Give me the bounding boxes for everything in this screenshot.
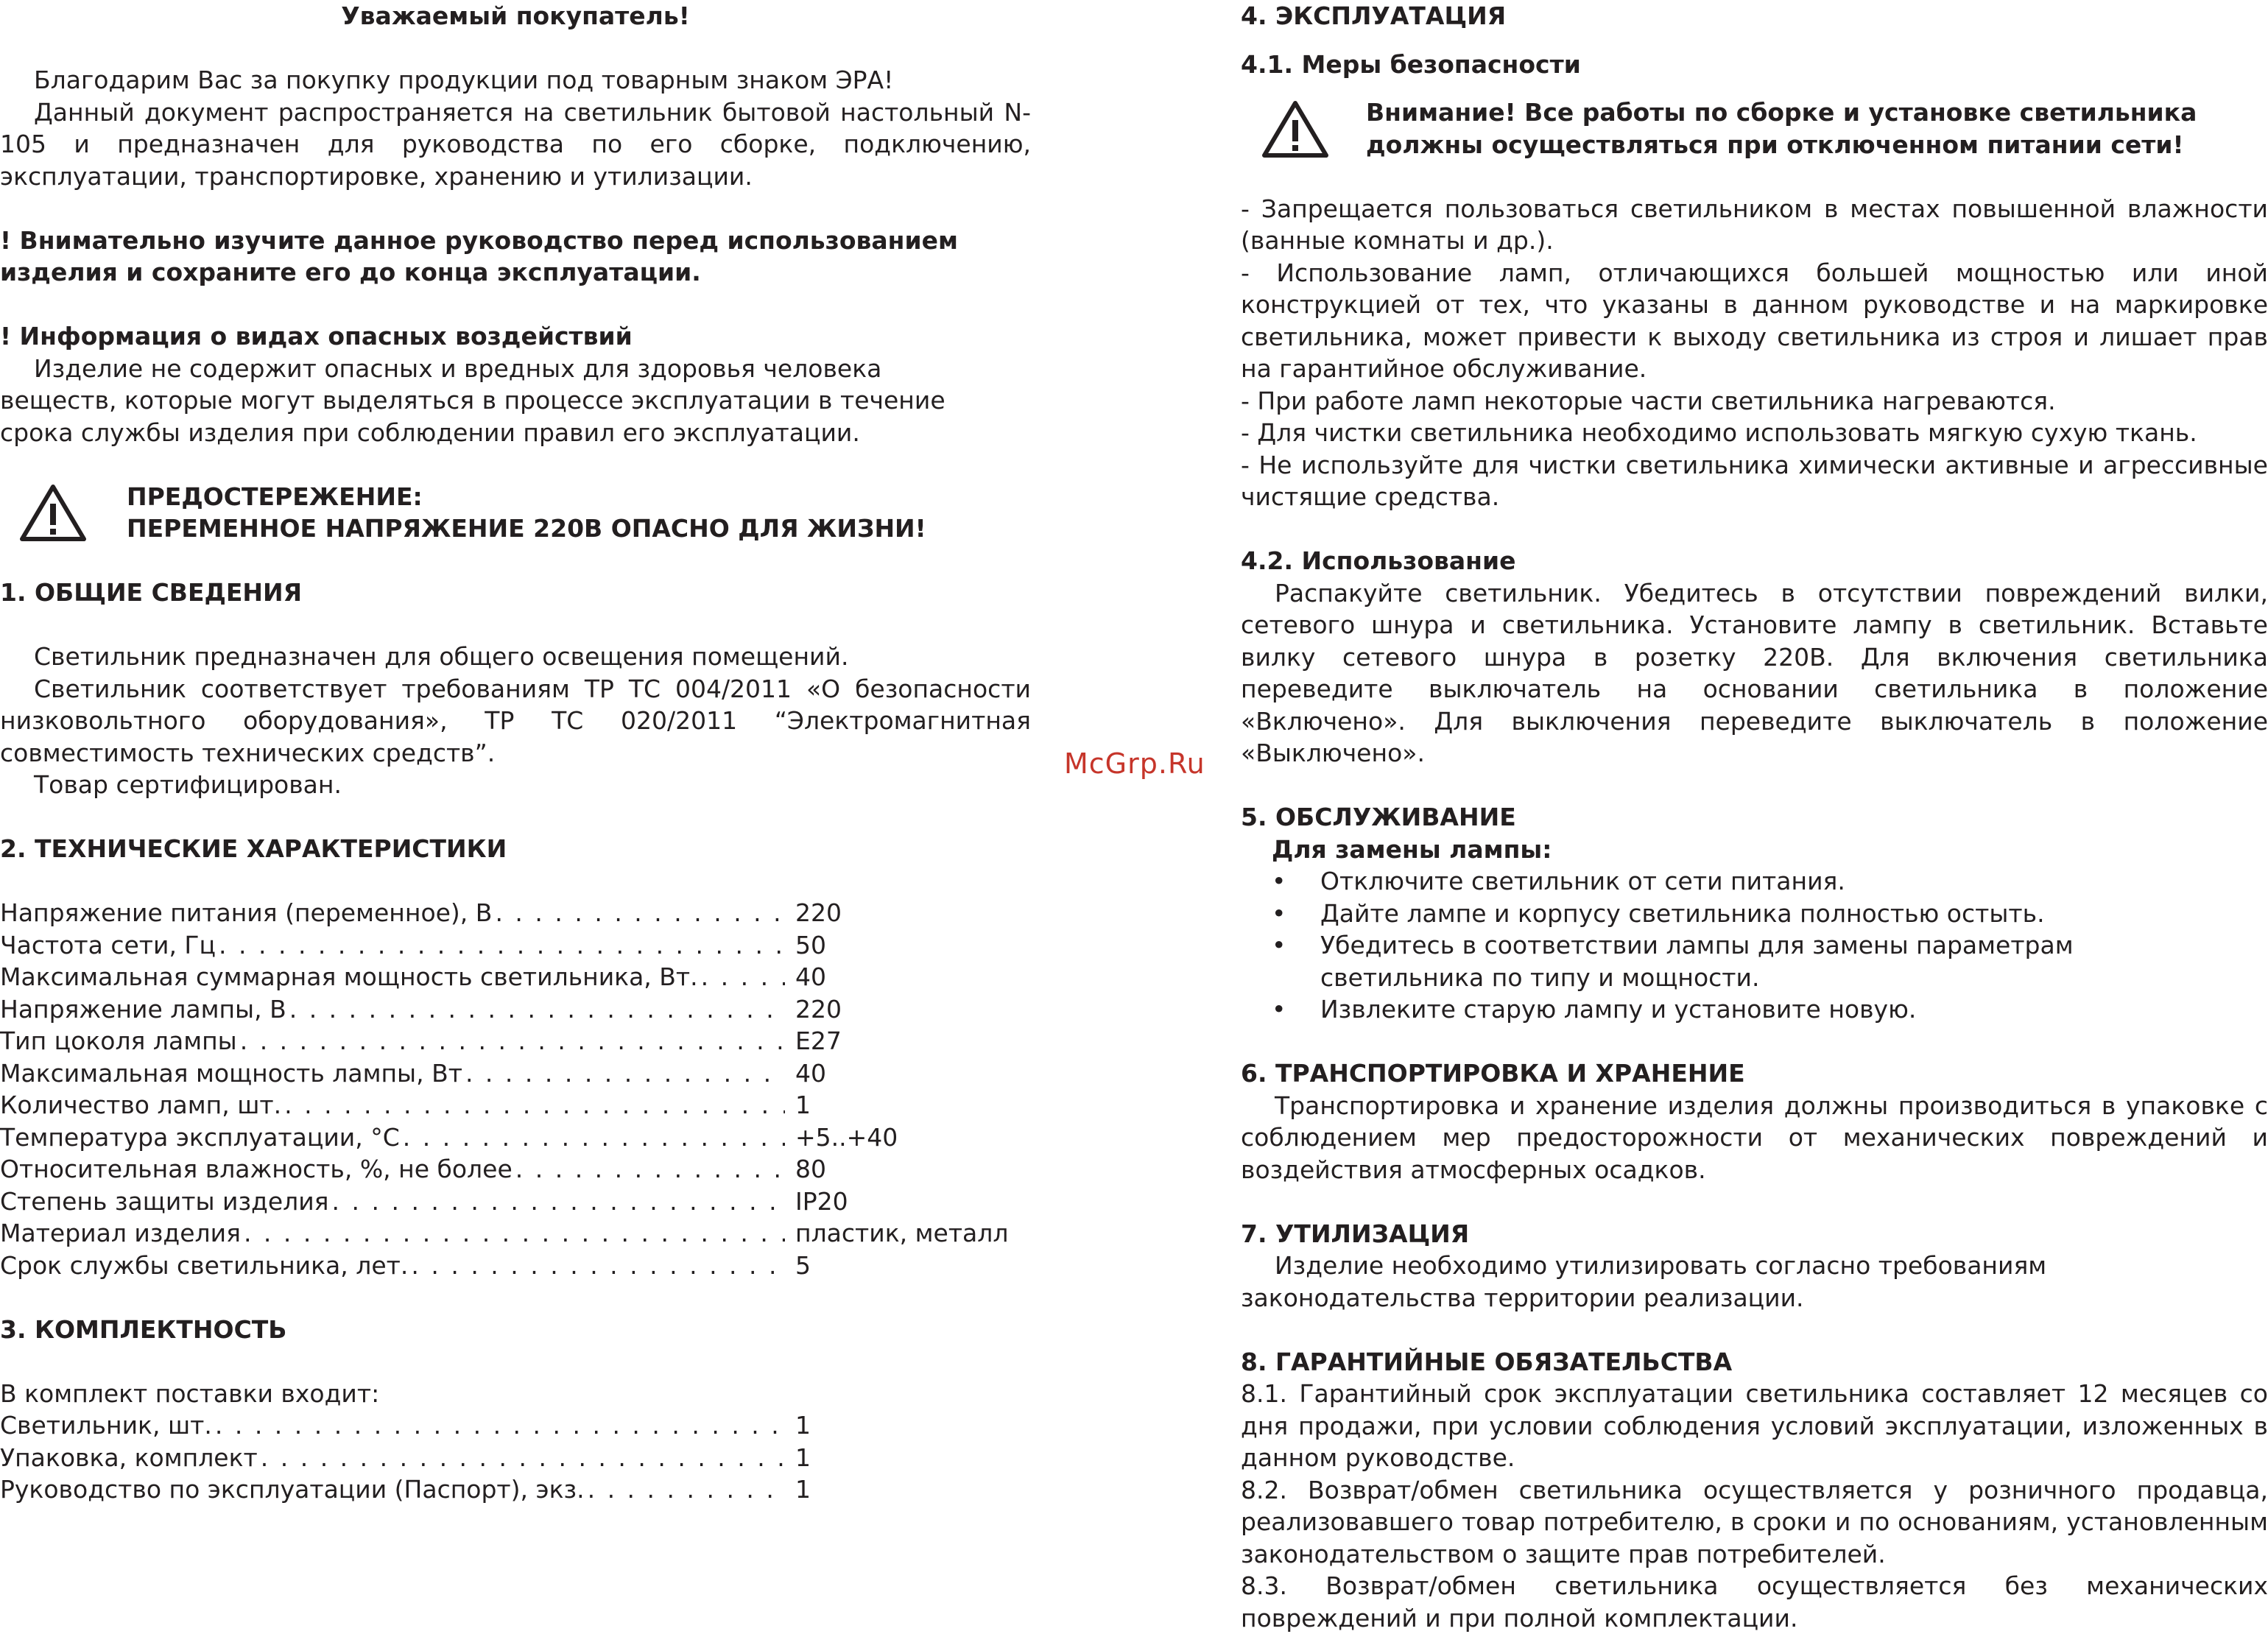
safety-item: - При работе ламп некоторые части светильника нагреваются.	[1241, 386, 2056, 415]
kit-row: Руководство по эксплуатации (Паспорт), экз. . . . 1	[0, 1473, 1001, 1506]
kit-row: Светильник, шт. . . . 1	[0, 1409, 1001, 1442]
section-title: 4. ЭКСПЛУАТАЦИЯ	[1241, 1, 1507, 30]
spec-row: Максимальная мощность лампы, Вт . . . 40	[0, 1057, 1001, 1090]
section-text: Транспортировка и хранение изделия должны производиться в упаковке с соблюдением мер предосторожности от механических повреждений и воздействия атмосферных осадков.	[1241, 1091, 2268, 1184]
section-text: Светильник соответствует требованиям ТР ТС 004/2011 «О безопасности низковольтного оборудования», ТР ТС 020/2011 “Электромагнитная совместимость технических средств”.	[0, 674, 1031, 767]
section-text: Светильник предназначен для общего освещения помещений.	[34, 642, 849, 671]
spec-row: Частота сети, Гц . . . 50	[0, 929, 1001, 962]
spec-row: Напряжение питания (переменное), В . . . 220	[0, 897, 1001, 929]
spec-row: Напряжение лампы, В . . . 220	[0, 993, 1001, 1026]
warranty-item: 8.2. Возврат/обмен светильника осуществляется у розничного продавца, реализовавшего товар потребителю, в сроки и по основаниям, установленным законодательством о защите прав потребителей.	[1241, 1475, 2268, 1568]
safety-item: - Не используйте для чистки светильника химически активные и агрессивные чистящие средства.	[1241, 450, 2268, 511]
warning-line: ПЕРЕМЕННОЕ НАПРЯЖЕНИЕ 220В ОПАСНО ДЛЯ ЖИЗНИ!	[127, 514, 926, 543]
warranty-item: 8.1. Гарантийный срок эксплуатации светильника составляет 12 месяцев со дня продажи, при условии соблюдения условий эксплуатации, изложенных в данном руководстве.	[1241, 1379, 2268, 1472]
kit-list	[0, 1409, 1001, 1506]
greeting: Уважаемый покупатель!	[341, 1, 690, 30]
section-text: Распакуйте светильник. Убедитесь в отсутствии повреждений вилки, сетевого шнура и светильника. Установите лампу в светильник. Вставьте вилку сетевого шнура в розетку 220В. Для включения светильника переведите выключатель на основании светильника в положение «Включено». Для выключения переведите выключатель в положение «Выключено».	[1241, 578, 2268, 767]
watermark: McGrp.Ru	[1064, 747, 1205, 780]
spec-row: Материал изделия . . . пластик, металл	[0, 1217, 1001, 1250]
notice-bold: ! Внимательно изучите данное руководство перед использованием изделия и сохраните его до конца эксплуатации.	[0, 225, 958, 286]
list-item: • Извлеките старую лампу и установите новую.	[1272, 995, 1917, 1024]
section-title: 8. ГАРАНТИЙНЫЕ ОБЯЗАТЕЛЬСТВА	[1241, 1347, 1733, 1376]
spec-row: Срок службы светильника, лет. . . . 5	[0, 1250, 1001, 1282]
section-title: 2. ТЕХНИЧЕСКИЕ ХАРАКТЕРИСТИКИ	[0, 834, 507, 863]
spec-row: Количество ламп, шт. . . . 1	[0, 1089, 1001, 1121]
attention-text: Внимание! Все работы по сборке и установке светильника должны осуществляться при отключенном питании сети!	[1366, 98, 2197, 159]
hazard-text: Изделие не содержит опасных и вредных для здоровья человека веществ, которые могут выделяться в процессе эксплуатации в течение срока службы изделия при соблюдении правил его эксплуатации.	[0, 353, 945, 447]
section-title: 5. ОБСЛУЖИВАНИЕ	[1241, 803, 1516, 831]
warning-line: ПРЕДОСТЕРЕЖЕНИЕ:	[127, 482, 423, 511]
warning-block	[0, 481, 1031, 545]
list-item: • Убедитесь в соответствии лампы для замены параметрам светильника по типу и мощности.	[1272, 931, 2074, 992]
section-title: 6. ТРАНСПОРТИРОВКА И ХРАНЕНИЕ	[1241, 1059, 1745, 1088]
specs-list	[0, 897, 1009, 1281]
subsection-title: Для замены лампы:	[1272, 834, 1552, 864]
safety-item: - Для чистки светильника необходимо использовать мягкую сухую ткань.	[1241, 418, 2197, 447]
section-title: 7. УТИЛИЗАЦИЯ	[1241, 1219, 1470, 1248]
kit-intro: В комплект поставки входит:	[0, 1378, 380, 1408]
warranty-item: 8.3. Возврат/обмен светильника осуществляется без механических повреждений и при полной комплектации.	[1241, 1571, 2268, 1633]
section-text: Товар сертифицирован.	[34, 770, 342, 799]
subsection-title: 4.1. Меры безопасности	[1241, 49, 1581, 79]
hazard-heading: ! Информация о видах опасных воздействий	[0, 322, 633, 351]
spec-row: Относительная влажность, %, не более . . . 80	[0, 1153, 1001, 1186]
intro-paragraph: Данный документ распространяется на светильник бытовой настольный N-105 и предназначен для руководства по его сборке, подключению, эксплуатации, транспортировке, хранению и утилизации.	[0, 97, 1031, 191]
spec-row: Тип цоколя лампы . . . E27	[0, 1025, 1001, 1057]
list-item: • Дайте лампе и корпусу светильника полностью остыть.	[1272, 898, 2045, 928]
subsection-title: 4.2. Использование	[1241, 546, 1516, 575]
left-column	[0, 0, 1031, 1506]
section-title: 3. КОМПЛЕКТНОСТЬ	[0, 1314, 287, 1344]
spec-row: Степень защиты изделия . . . IP20	[0, 1186, 1001, 1218]
spec-row: Максимальная суммарная мощность светильника, Вт. . . . 40	[0, 961, 1001, 993]
warning-triangle-icon	[19, 483, 87, 542]
list-item: • Отключите светильник от сети питания.	[1272, 867, 1845, 895]
warning-triangle-icon	[1261, 99, 1329, 158]
kit-row: Упаковка, комплект . . . 1	[0, 1442, 1001, 1474]
right-column	[1241, 0, 2268, 1634]
section-text: Изделие необходимо утилизировать согласно требованиям законодательства территории реализации.	[1241, 1251, 2047, 1312]
safety-item: - Использование ламп, отличающихся большей мощностью или иной конструкцией от тех, что указаны в данном руководстве и на маркировке светильника, может привести к выходу светильника из строя и лишает прав на гарантийное обслуживание.	[1241, 258, 2268, 383]
spec-row: Температура эксплуатации, °С . . . +5..+40	[0, 1121, 1001, 1154]
intro-paragraph: Благодарим Вас за покупку продукции под товарным знаком ЭРА!	[34, 66, 894, 94]
safety-item: - Запрещается пользоваться светильником в местах повышенной влажности (ванные комнаты и др.).	[1241, 194, 2268, 255]
section-title: 1. ОБЩИЕ СВЕДЕНИЯ	[0, 578, 303, 607]
attention-block	[1241, 96, 2268, 161]
